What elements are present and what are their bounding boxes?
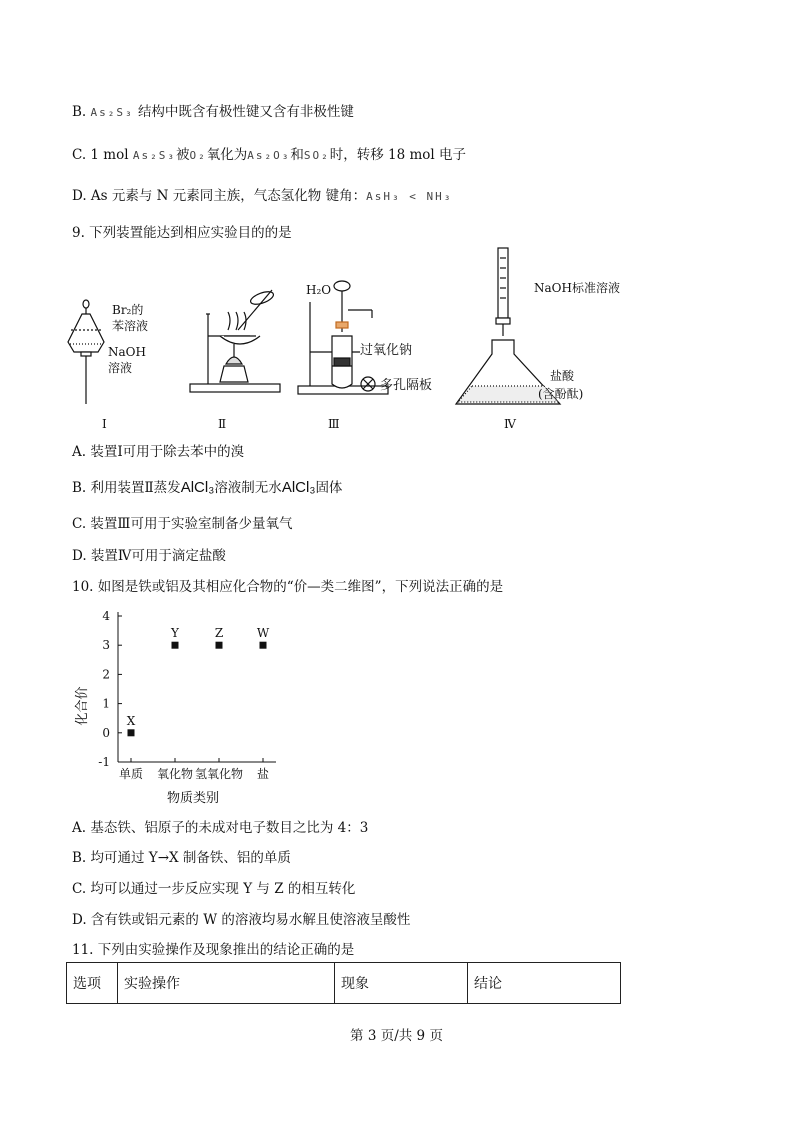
header-operation: 实验操作 [118,963,335,1004]
roman-1: Ⅰ [102,417,107,431]
label-solution: 溶液 [108,361,133,375]
label-hcl: 盐酸 [550,369,575,383]
apparatus-1-separatory-funnel [68,300,104,404]
q9-option-a: A. 装置Ⅰ可用于除去苯中的溴 [72,444,245,460]
label-naoh-standard: NaOH标准溶液 [534,281,620,295]
y-tick-label: 2 [102,667,110,682]
x-tick-label: 盐 [256,767,270,781]
data-point-w [260,642,267,649]
data-point-label: Z [214,626,224,641]
roman-3: Ⅲ [328,417,340,431]
apparatus-2-evaporation [190,289,280,392]
apparatus-4-titration [456,248,560,404]
data-point-y [172,642,179,649]
apparatus-svg [60,244,660,434]
apparatus-figure [60,244,660,434]
x-axis-label: 物质类别 [166,791,220,806]
valence-class-chart-svg [68,598,298,808]
q10-option-a: A. 基态铁、铝原子的未成对电子数目之比为 4：3 [72,820,369,836]
y-tick-label: -1 [98,755,110,769]
q8-option-b: B. As₂S₃ 结构中既含有极性键又含有非极性键 [72,104,354,120]
header-phenomenon: 现象 [335,963,468,1004]
label-phenolphthalein: (含酚酞) [538,387,584,401]
data-point-z [216,642,223,649]
q9-option-d: D. 装置Ⅳ可用于滴定盐酸 [72,548,226,564]
apparatus-3-gas-generator [298,281,388,394]
page-footer: 第 3 页/共 9 页 [350,1028,443,1044]
y-tick-label: 0 [102,725,110,740]
label-benzene: 苯溶液 [112,319,149,333]
formula-as2s3: As₂S₃ [90,106,134,119]
label-br2: Br₂的 [112,303,144,317]
y-tick-label: 3 [102,638,110,653]
roman-2: Ⅱ [218,417,227,431]
label-h2o: H₂O [306,283,332,297]
valence-class-chart [68,598,298,808]
q11-stem: 11. 下列由实验操作及现象推出的结论正确的是 [72,942,355,958]
label-naoh: NaOH [108,345,146,359]
q9-option-b: B. 利用装置Ⅱ蒸发AlCl₃溶液制无水AlCl₃固体 [72,479,343,496]
y-tick-label: 1 [102,696,110,711]
header-option: 选项 [67,963,118,1004]
q9-option-c: C. 装置Ⅲ可用于实验室制备少量氧气 [72,516,293,532]
y-axis-label: 化合价 [75,686,90,726]
table-header-row [67,963,621,1004]
x-tick-label: 单质 [118,767,144,781]
y-tick-label: 4 [102,609,110,623]
q8-option-c: C. 1 mol As₂S₃被O₂氧化为As₂O₃和SO₂时，转移 18 mol 电子 [72,147,467,163]
q10-option-d: D. 含有铁或铝元素的 W 的溶液均易水解且使溶液呈酸性 [72,912,411,928]
q10-option-b: B. 均可通过 Y→X 制备铁、铝的单质 [72,850,291,866]
header-conclusion: 结论 [468,963,621,1004]
q9-stem: 9. 下列装置能达到相应实验目的的是 [72,225,292,241]
data-point-label: Y [171,626,179,641]
roman-4: Ⅳ [504,417,516,431]
x-tick-label: 氢氧化物 [194,767,244,781]
q8-option-d: D. As 元素与 N 元素同主族，气态氢化物 键角：AsH₃ < NH₃ [72,188,453,204]
label-na2o2: 过氧化钠 [360,343,413,358]
label-porous-plate: 多孔隔板 [380,378,433,393]
data-point-x [128,729,135,736]
data-point-label: X [126,713,136,728]
q11-table [66,962,621,1004]
x-tick-label: 氧化物 [156,767,194,781]
q10-option-c: C. 均可以通过一步反应实现 Y 与 Z 的相互转化 [72,881,356,897]
data-point-label: W [256,626,270,641]
q10-stem: 10. 如图是铁或铝及其相应化合物的“价—类二维图”，下列说法正确的是 [72,579,504,595]
